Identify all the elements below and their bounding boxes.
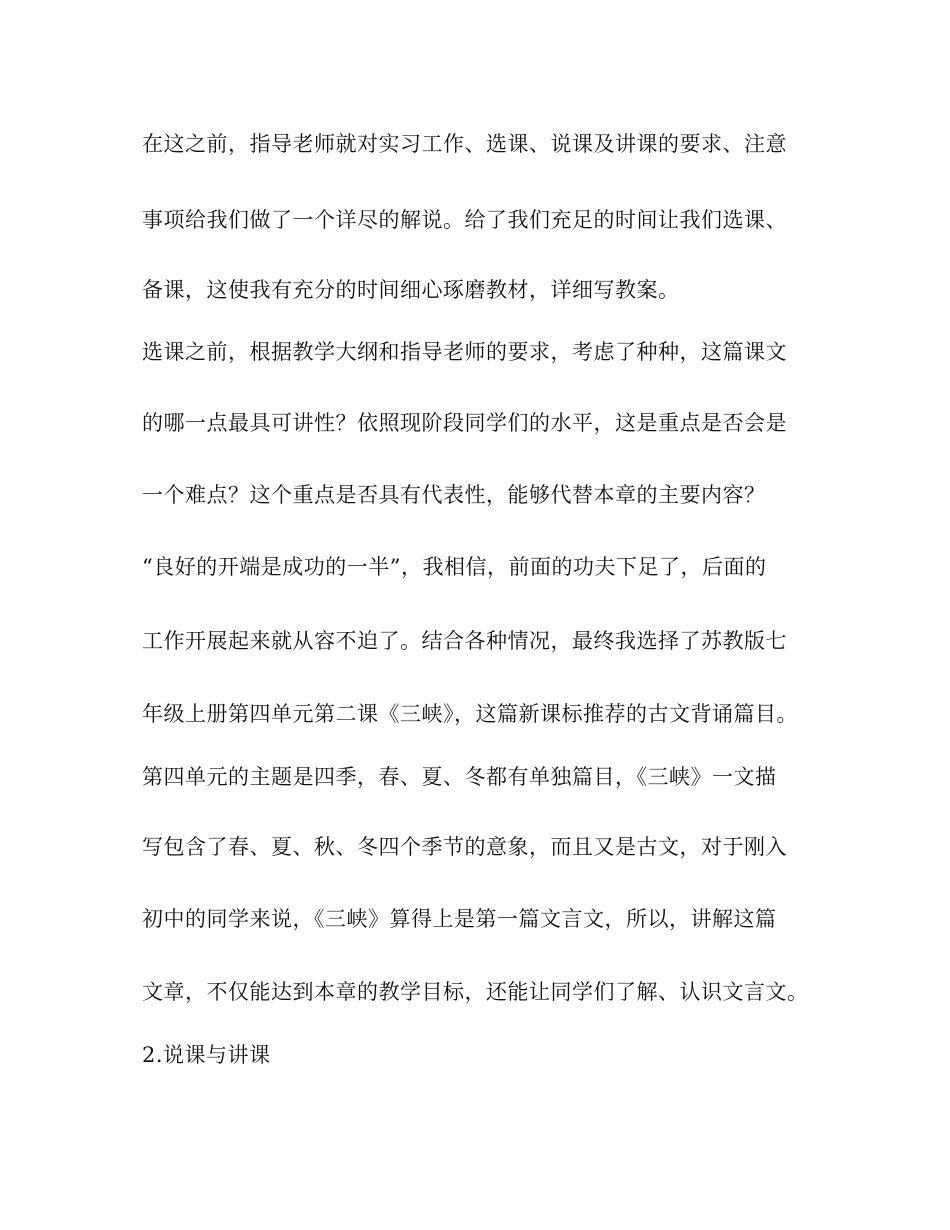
paragraph-line: 一个难点？这个重点是否具有代表性，能够代替本章的主要内容？	[142, 483, 766, 507]
paragraph-line: 初中的同学来说，《三峡》算得上是第一篇文言文，所以，讲解这篇	[142, 907, 777, 931]
paragraph-line: 事项给我们做了一个详尽的解说。给了我们充足的时间让我们选课、	[142, 208, 787, 232]
paragraph-line: 选课之前，根据教学大纲和指导老师的要求，考虑了种种，这篇课文	[142, 340, 787, 364]
paragraph-line: 写包含了春、夏、秋、冬四个季节的意象，而且又是古文，对于刚入	[142, 835, 787, 859]
section-heading: 2.说课与讲课	[142, 1043, 271, 1067]
paragraph-line: 备课，这使我有充分的时间细心琢磨教材，详细写教案。	[142, 278, 680, 302]
paragraph-line: 工作开展起来就从容不迫了。结合各种情况，最终我选择了苏教版七	[142, 629, 787, 653]
paragraph-line: 文章，不仅能达到本章的教学目标，还能让同学们了解、认识文言文。	[142, 980, 809, 1004]
paragraph-line: 年级上册第四单元第二课《三峡》，这篇新课标推荐的古文背诵篇目。	[142, 702, 798, 726]
paragraph-line: 第四单元的主题是四季，春、夏、冬都有单独篇目，《三峡》一文描	[142, 765, 777, 789]
paragraph-line: 的哪一点最具可讲性？依照现阶段同学们的水平，这是重点是否会是	[142, 411, 787, 435]
paragraph-line: “良好的开端是成功的一半”，我相信，前面的功夫下足了，后面的	[142, 555, 767, 579]
paragraph-line: 在这之前，指导老师就对实习工作、选课、说课及讲课的要求、注意	[142, 132, 787, 156]
